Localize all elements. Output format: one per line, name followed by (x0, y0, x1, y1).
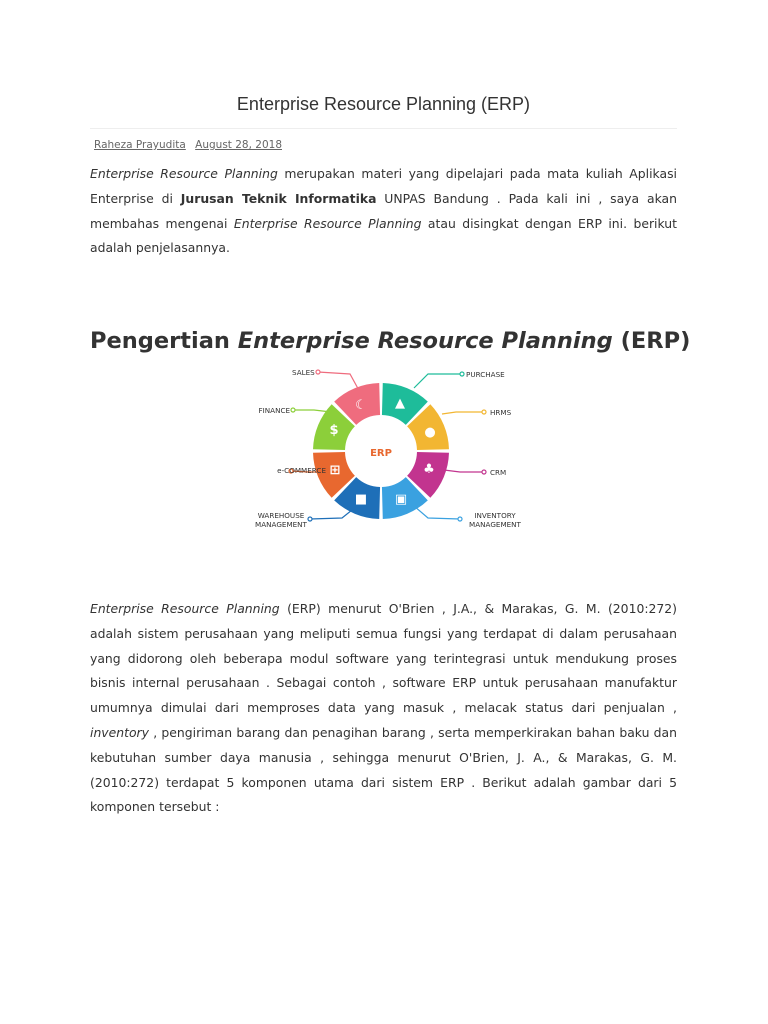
label-crm: CRM (490, 468, 507, 477)
connector-inventory (414, 506, 460, 519)
heading-text: Pengertian (90, 328, 238, 354)
intro-term: Enterprise Resource Planning (90, 166, 278, 181)
intro-text: UNPAS Bandung . Pada kali ini , saya akan membahas mengenai (90, 190, 677, 231)
body-term: Enterprise Resource Planning (90, 601, 280, 616)
intro-text: atau disingkat dengan ERP ini. berikut adalah penjelasannya. (90, 215, 677, 256)
intro-text: merupakan materi yang dipelajari pada mata kuliah Aplikasi Enterprise di (90, 166, 677, 206)
post-meta (94, 139, 282, 151)
purchase-icon: ▲ (395, 396, 405, 411)
warehouse-icon: ■ (354, 492, 368, 507)
label-warehouse: WAREHOUSE (257, 511, 305, 520)
connector-purchase (414, 374, 462, 388)
intro-paragraph (90, 162, 677, 261)
connector-crm (444, 470, 484, 472)
page-title: Enterprise Resource Planning (ERP) (236, 94, 531, 114)
author-link[interactable]: Raheza Prayudita (94, 139, 186, 151)
heading-italic: Enterprise Resource Planning (237, 328, 613, 354)
date-link[interactable]: August 28, 2018 (195, 139, 282, 151)
label-sales: SALES (292, 368, 315, 377)
label-hrms: HRMS (490, 408, 512, 417)
connector-finance (293, 410, 331, 412)
label-inventory: MANAGEMENT (469, 520, 521, 529)
heading-text: (ERP) (612, 328, 691, 354)
erp-diagram (234, 362, 534, 542)
ecommerce-icon: ⊞ (329, 463, 341, 478)
label-finance: FINANCE (258, 406, 290, 415)
finance-icon: $ (329, 423, 339, 438)
label-inventory: INVENTORY (474, 511, 516, 520)
body-text: (ERP) menurut O'Brien , J.A., & Marakas, G. M. (2010:272) adalah sistem perusahaan yang meliputi semua fungsi yang terdapat di dalam perusahaan yang didorong oleh beberapa modul software yang terintegrasi untuk mendukung proses bisnis internal perusahaan . Sebagai contoh , software ERP untuk perusahaan manufaktur umumnya dimulai dari memproses data yang masuk , melacak status dari penjualan , (90, 601, 677, 716)
connector-hrms (442, 412, 484, 414)
label-ecommerce: e-COMMERCE (277, 466, 326, 475)
intro-term: Enterprise Resource Planning (233, 215, 422, 231)
title-divider (90, 128, 677, 129)
inventory-icon: ▣ (394, 492, 408, 507)
department-name: Jurusan Teknik Informatika (180, 190, 377, 206)
body-term: inventory (90, 724, 149, 740)
hrms-icon: ● (424, 425, 436, 440)
label-purchase: PURCHASE (466, 370, 505, 379)
label-warehouse: MANAGEMENT (255, 520, 307, 529)
crm-icon: ♣ (423, 462, 435, 477)
section-heading (90, 328, 691, 354)
erp-center-label: ERP (370, 448, 392, 459)
body-paragraph (90, 597, 677, 820)
sales-icon: ☾ (355, 398, 367, 413)
body-text: , pengiriman barang dan penagihan barang , serta memperkirakan bahan baku dan kebutuhan sumber daya manusia , sehingga menurut O'Brien, J. A., & Marakas, G. M. (2010:272) terdapat 5 komponen utama dari sistem ERP . Berikut adalah gambar dari 5 komponen tersebut : (90, 724, 677, 815)
